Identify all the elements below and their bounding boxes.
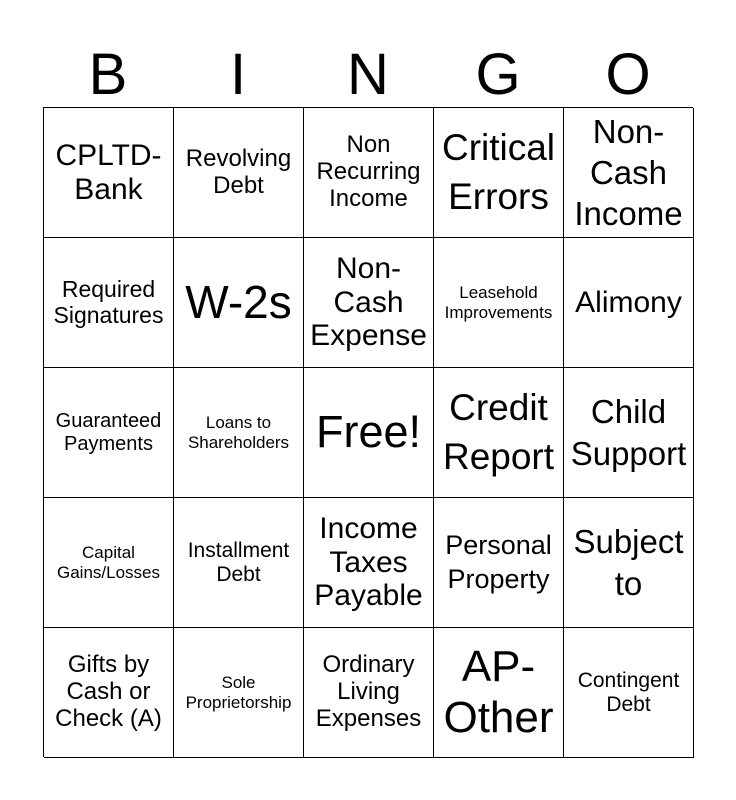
bingo-cell: Contingent Debt bbox=[564, 628, 694, 758]
bingo-cell: Child Support bbox=[564, 368, 694, 498]
header-letter-i: I bbox=[229, 42, 247, 107]
header-letter-o: O bbox=[605, 42, 651, 107]
header-letter-n: N bbox=[347, 42, 389, 107]
bingo-cell: Non Recurring Income bbox=[304, 108, 434, 238]
bingo-header bbox=[43, 42, 693, 108]
bingo-cell: Ordinary Living Expenses bbox=[304, 628, 434, 758]
bingo-cell: Subject to bbox=[564, 498, 694, 628]
bingo-cell: Required Signatures bbox=[44, 238, 174, 368]
bingo-cell: CPLTD-Bank bbox=[44, 108, 174, 238]
bingo-cell: Installment Debt bbox=[174, 498, 304, 628]
bingo-card-grid bbox=[43, 107, 693, 757]
bingo-cell: Gifts by Cash or Check (A) bbox=[44, 628, 174, 758]
bingo-cell: Non-Cash Income bbox=[564, 108, 694, 238]
free-space: Free! bbox=[304, 368, 434, 498]
header-letter-g: G bbox=[475, 42, 521, 107]
bingo-cell: Leasehold Improvements bbox=[434, 238, 564, 368]
bingo-cell: Capital Gains/Losses bbox=[44, 498, 174, 628]
bingo-cell: Income Taxes Payable bbox=[304, 498, 434, 628]
bingo-cell: Alimony bbox=[564, 238, 694, 368]
header-letter-b: B bbox=[88, 42, 128, 107]
bingo-cell: AP-Other bbox=[434, 628, 564, 758]
bingo-cell: W-2s bbox=[174, 238, 304, 368]
bingo-cell: Loans to Shareholders bbox=[174, 368, 304, 498]
bingo-cell: Sole Proprietorship bbox=[174, 628, 304, 758]
bingo-cell: Personal Property bbox=[434, 498, 564, 628]
bingo-cell: Revolving Debt bbox=[174, 108, 304, 238]
bingo-cell: Credit Report bbox=[434, 368, 564, 498]
bingo-cell: Critical Errors bbox=[434, 108, 564, 238]
bingo-cell: Guaranteed Payments bbox=[44, 368, 174, 498]
bingo-cell: Non-Cash Expense bbox=[304, 238, 434, 368]
